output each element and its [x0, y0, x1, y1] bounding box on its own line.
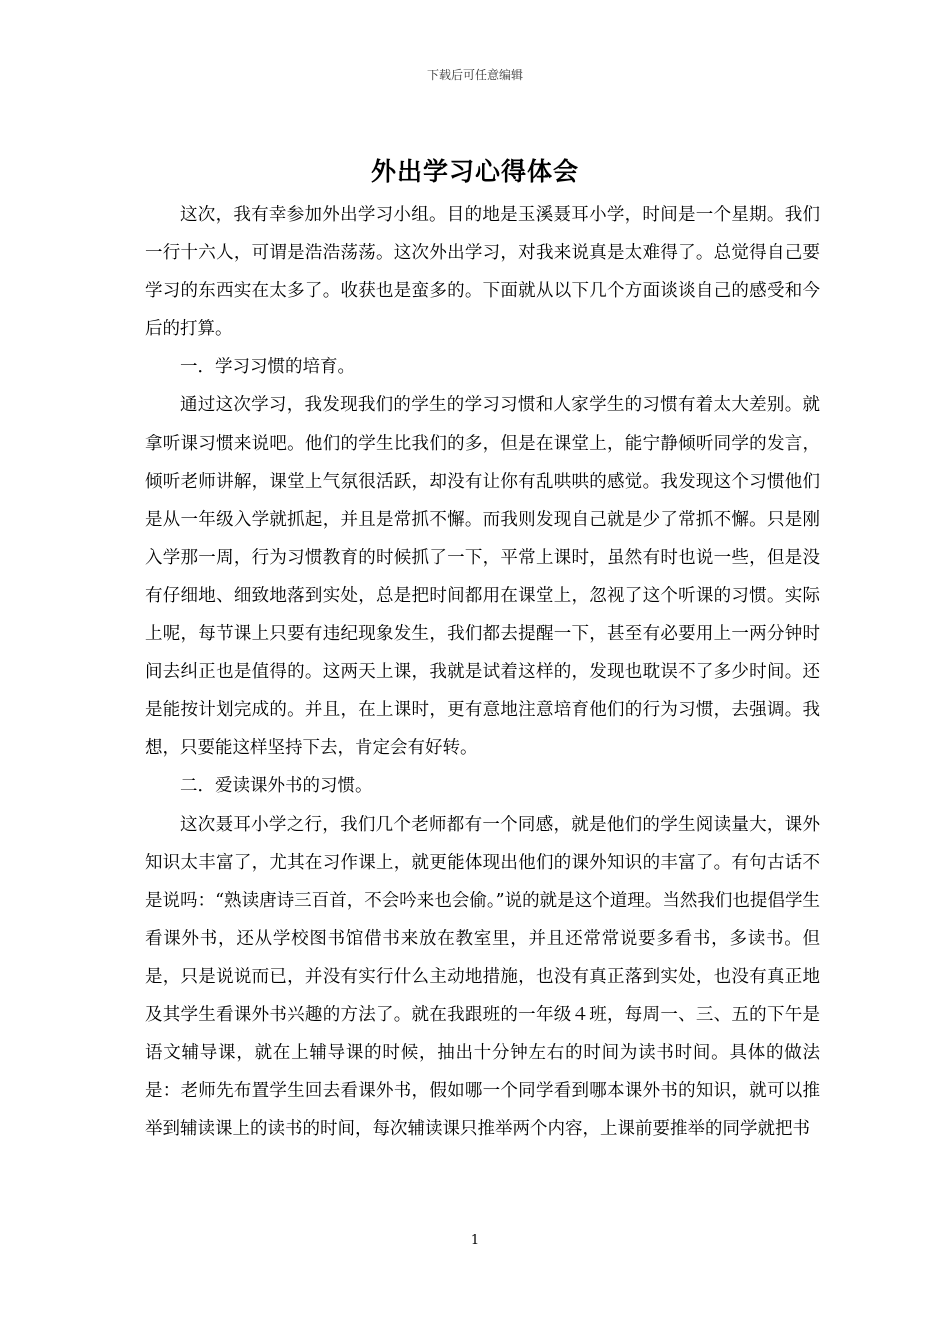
- page-number: 1: [470, 1233, 480, 1248]
- section-heading-1: 一．学习习惯的培育。: [180, 357, 355, 378]
- paragraph-reading: 这次聂耳小学之行，我们几个老师都有一个同感，就是他们的学生阅读量大，课外知识太丰富了，尤其在习作课上，就更能体现出他们的课外知识的丰富了。有句古话不是说吗：“熟读唐诗三百首，不会吟来也会偷。”说的就是这个道理。当然我们也提倡学生看课外书，还从学校图书馆借书来放在教室里，并且还常常说要多看书，多读书。但是，只是说说而已，并没有实行什么主动地措施，也没有真正落到实处，也没有真正地及其学生看课外书兴趣的方法了。就在我跟班的一年级４班，每周一、三、五的下午是语文辅导课，就在上辅导课的时候，抽出十分钟左右的时间为读书时间。具体的做法是：老师先布置学生回去看课外书，假如哪一个同学看到哪本课外书的知识，就可以推举到辅读课上的读书的时间，每次辅读课只推举两个内容，上课前要推举的同学就把书: [145, 814, 820, 1140]
- paragraph-intro: 这次，我有幸参加外出学习小组。目的地是玉溪聂耳小学，时间是一个星期。我们一行十六人，可谓是浩浩荡荡。这次外出学习，对我来说真是太难得了。总觉得自己要学习的东西实在太多了。收获也是蛮多的。下面就从以下几个方面谈谈自己的感受和今后的打算。: [145, 205, 820, 340]
- section-heading-2: 二．爱读课外书的习惯。: [180, 776, 373, 797]
- document-body: [145, 196, 820, 1148]
- document-title: 外出学习心得体会: [370, 157, 579, 186]
- page-header: 下载后可任意编辑: [426, 68, 523, 82]
- paragraph-habits: 通过这次学习，我发现我们的学生的学习习惯和人家学生的习惯有着太大差别。就拿听课习惯来说吧。他们的学生比我们的多，但是在课堂上，能宁静倾听同学的发言，倾听老师讲解，课堂上气氛很活跃，却没有让你有乱哄哄的感觉。我发现这个习惯他们是从一年级入学就抓起，并且是常抓不懈。而我则发现自己就是少了常抓不懈。只是刚入学那一周，行为习惯教育的时候抓了一下，平常上课时，虽然有时也说一些，但是没有仔细地、细致地落到实处，总是把时间都用在课堂上，忽视了这个听课的习惯。实际上呢，每节课上只要有违纪现象发生，我们都去提醒一下，甚至有必要用上一两分钟时间去纠正也是值得的。这两天上课，我就是试着这样的，发现也耽误不了多少时间。还是能按计划完成的。并且，在上课时，更有意地注意培育他们的行为习惯，去强调。我想，只要能这样坚持下去，肯定会有好转。: [145, 395, 820, 759]
